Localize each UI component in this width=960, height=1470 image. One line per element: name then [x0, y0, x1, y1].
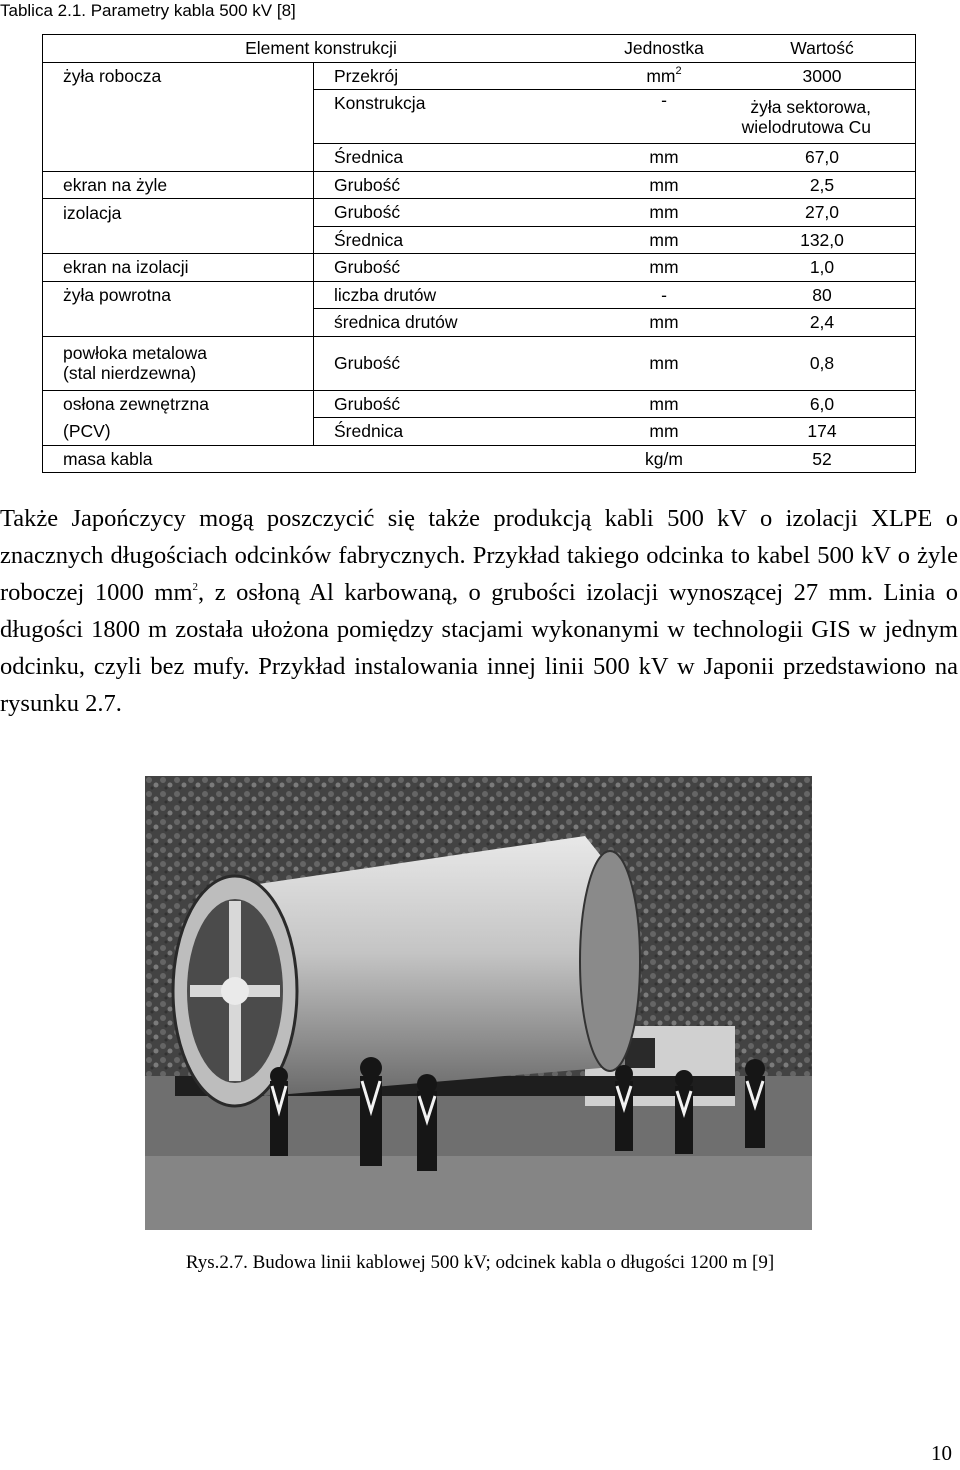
param-cell: Grubość [314, 254, 600, 282]
body-paragraph: Także Japończycy mogą poszczycić się także produkcją kabli 500 kV o izolacji XLPE o znacznych długościach odcinków fabrycznych. Przykład takiego odcinka to kabel 500 kV o żyle roboczej 1000 $mm^2$, z osłoną Al karbowaną, o grubości izolacji wynoszącej 27 mm. Linia o długości 1800 m została ułożona pomiędzy stacjami wykonanymi w technologii GIS w jednym odcinku, czyli bez mufy. Przykład instalowania innej linii 500 kV w Japonii przedstawiono na rysunku 2.7. [0, 505, 958, 717]
table-row [43, 90, 916, 144]
header-unit: Jednostka [624, 38, 704, 59]
value-cell: 6,0 [729, 390, 916, 418]
table-row [43, 62, 916, 90]
unit-cell: mm [599, 418, 729, 446]
param-cell: Grubość [314, 336, 600, 390]
unit-cell: kg/m [599, 445, 729, 473]
unit-cell: - [599, 90, 729, 144]
table-row [43, 171, 916, 199]
value-cell: 2,4 [729, 309, 916, 337]
group-cell: masa kabla [43, 445, 314, 473]
param-cell: Średnica [314, 144, 600, 172]
value-cell: żyła sektorowa, wielodrutowa Cu [729, 90, 916, 144]
group-cell: osłona zewnętrzna [43, 390, 314, 418]
cable-parameters-table [42, 34, 916, 473]
group-cell: ekran na żyle [43, 171, 314, 199]
unit-cell: mm [599, 199, 729, 227]
value-cell: 2,5 [729, 171, 916, 199]
header-value: Wartość [790, 38, 854, 59]
value-cell: 132,0 [729, 226, 916, 254]
unit-cell: mm [599, 171, 729, 199]
unit-cell: mm [599, 254, 729, 282]
figure-caption: Rys.2.7. Budowa linii kablowej 500 kV; odcinek kabla o długości 1200 m [9] [185, 1252, 775, 1273]
param-cell: Grubość [314, 390, 600, 418]
value-cell: 0,8 [729, 336, 916, 390]
table-row [43, 309, 916, 337]
value-cell: 80 [729, 281, 916, 309]
unit-cell: - [599, 281, 729, 309]
value-cell: 3000 [729, 62, 916, 90]
param-cell: Średnica [314, 226, 600, 254]
unit-cell: mm [599, 390, 729, 418]
param-cell: Grubość [314, 199, 600, 227]
param-cell: liczba drutów [314, 281, 600, 309]
table-row [43, 418, 916, 446]
group-cell: ekran na izolacji [43, 254, 314, 282]
table-row [43, 281, 916, 309]
param-cell: Średnica [314, 418, 600, 446]
param-cell: Przekrój [314, 62, 600, 90]
table-row [43, 226, 916, 254]
unit-cell: mm [599, 144, 729, 172]
table-header-row [43, 35, 916, 63]
unit-cell: mm [599, 309, 729, 337]
table-row [43, 254, 916, 282]
page-number: 10 [931, 1441, 952, 1465]
value-cell: 67,0 [729, 144, 916, 172]
unit-cell: mm [599, 336, 729, 390]
param-cell: Konstrukcja [314, 90, 600, 144]
value-cell: 27,0 [729, 199, 916, 227]
group-cell: żyła powrotna [43, 281, 314, 309]
param-cell: Grubość [314, 171, 600, 199]
value-cell: 52 [729, 445, 916, 473]
group-cell: powłoka metalowa (stal nierdzewna) [43, 336, 314, 390]
header-element: Element konstrukcji [245, 38, 397, 59]
unit-cell: mm [599, 226, 729, 254]
unit-cell: $mm^2$ [599, 62, 729, 90]
table-caption: Tablica 2.1. Parametry kabla 500 kV [8] [0, 1, 296, 20]
table-row [43, 144, 916, 172]
table-row [43, 336, 916, 390]
table-row [43, 445, 916, 473]
value-cell: 174 [729, 418, 916, 446]
cable-drum-transport-photo [145, 776, 812, 1230]
table-row [43, 390, 916, 418]
group-cell: izolacja [43, 199, 314, 227]
param-cell: średnica drutów [314, 309, 600, 337]
group-cell: (PCV) [63, 421, 111, 441]
table-row [43, 199, 916, 227]
value-cell: 1,0 [729, 254, 916, 282]
group-cell: żyła robocza [43, 62, 314, 90]
